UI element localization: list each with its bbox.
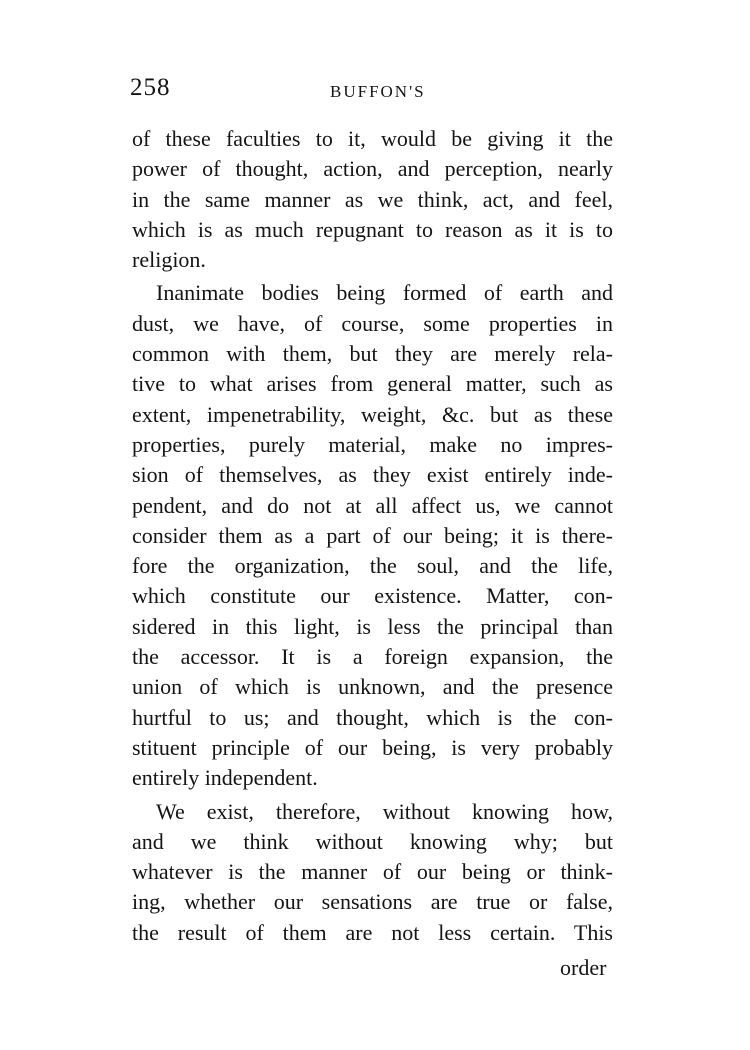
text-line: power of thought, action, and perception, nearly <box>132 156 613 182</box>
text-line: religion. <box>132 247 206 273</box>
text-line: stituent principle of our being, is very probably <box>132 734 613 760</box>
body-text <box>132 124 613 948</box>
catchword: order <box>560 955 607 980</box>
text-line: pendent, and do not at all affect us, we cannot <box>132 492 613 518</box>
text-line: which constitute our existence. Matter, con- <box>132 583 613 609</box>
text-line: extent, impenetrability, weight, &c. but as these <box>132 401 613 427</box>
text-line: Inanimate bodies being formed of earth and <box>156 280 613 306</box>
text-line: ing, whether our sensations are true or false, <box>132 889 613 915</box>
text-line: We exist, therefore, without knowing how, <box>156 798 613 824</box>
text-line: common with them, but they are merely rela- <box>132 341 613 367</box>
text-line: sidered in this light, is less the principal than <box>132 613 613 639</box>
running-head: BUFFON'S <box>330 82 426 101</box>
text-line: dust, we have, of course, some properties in <box>132 310 613 336</box>
text-line: sion of themselves, as they exist entirely inde- <box>132 462 613 488</box>
text-line: the result of them are not less certain. This <box>132 919 613 945</box>
page-number: 258 <box>130 74 171 101</box>
text-line: properties, purely material, make no impres- <box>132 431 613 457</box>
text-line: the accessor. It is a foreign expansion, the <box>132 644 613 670</box>
text-line: fore the organization, the soul, and the life, <box>132 553 613 579</box>
text-line: and we think without knowing why; but <box>132 828 613 854</box>
text-line: union of which is unknown, and the presence <box>132 674 613 700</box>
text-line: which is as much repugnant to reason as it is to <box>132 216 613 242</box>
text-line: whatever is the manner of our being or think- <box>132 859 613 885</box>
page-header <box>130 74 615 114</box>
text-line: of these faculties to it, would be giving it the <box>132 126 613 151</box>
text-line: entirely independent. <box>132 765 318 791</box>
text-line: hurtful to us; and thought, which is the con- <box>132 704 613 730</box>
text-line: in the same manner as we think, act, and feel, <box>132 186 613 212</box>
text-line: tive to what arises from general matter, such as <box>132 371 613 397</box>
text-line: consider them as a part of our being; it is there- <box>132 522 613 548</box>
